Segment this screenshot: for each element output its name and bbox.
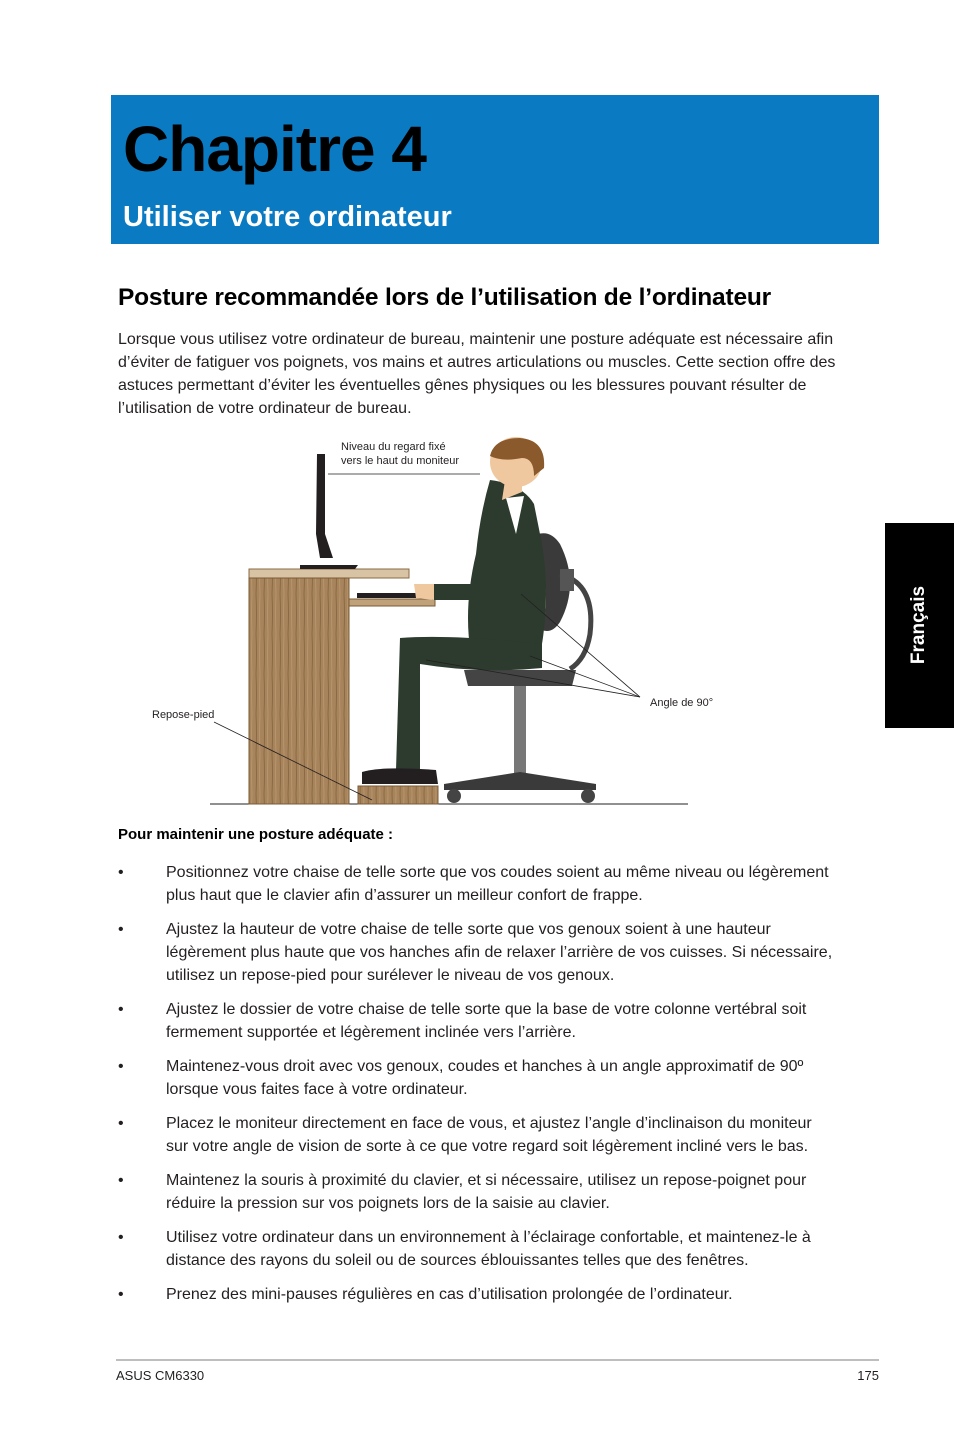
- keyboard: [357, 593, 417, 598]
- desk-top: [249, 569, 409, 578]
- chair-back-knob: [560, 569, 574, 591]
- bullet-mark: •: [118, 1172, 124, 1189]
- monitor-stand: [300, 565, 358, 569]
- person-hand: [414, 584, 434, 600]
- list-item: • Utilisez votre ordinateur dans un environnement à l’éclairage confortable, et maintenez-le à distance des rayons du soleil ou de sources éblouissantes telles que des fenêtres.: [118, 1226, 838, 1272]
- monitor: [316, 454, 333, 558]
- tips-lead: Pour maintenir une posture adéquate :: [118, 826, 394, 843]
- chapter-title: Chapitre 4: [123, 113, 426, 185]
- footrest-label: Repose-pied: [152, 709, 215, 721]
- chair-base: [444, 772, 596, 790]
- person-shoe: [362, 768, 438, 784]
- posture-illustration-art: [150, 434, 690, 809]
- language-side-tab: [885, 523, 954, 728]
- tips-list: [118, 861, 838, 1306]
- intro-paragraph: Lorsque vous utilisez votre ordinateur de bureau, maintenir une posture adéquate est nécessaire afin d’éviter de fatiguer vos poignets, vos mains et autres articulations ou muscles. Cette section offre des astuces permettant d’éviter les éventuelles gênes physiques ou les blessures pouvant résulter de l’utilisation de votre ordinateur de bureau.: [118, 331, 836, 417]
- gaze-label-line2: vers le haut du moniteur: [341, 455, 460, 467]
- footrest: [358, 786, 438, 804]
- bullet-mark: •: [118, 921, 124, 938]
- posture-illustration: [150, 434, 714, 809]
- bullet-mark: •: [118, 1115, 124, 1132]
- chair-seat: [464, 670, 576, 686]
- person-torso: [468, 480, 546, 648]
- bullet-mark: •: [118, 1001, 124, 1018]
- desk-cabinet: [249, 578, 349, 804]
- list-item: • Positionnez votre chaise de telle sorte que vos coudes soient au même niveau ou légèrement plus haut que le clavier afin d’assurer un meilleur confort de frappe.: [118, 861, 838, 907]
- keyboard-tray: [349, 599, 435, 606]
- list-item: • Maintenez-vous droit avec vos genoux, coudes et hanches à un angle approximatif de 90º lorsque vous faites face à votre ordinateur.: [118, 1055, 838, 1101]
- chair-post: [514, 686, 526, 778]
- angle-label: Angle de 90°: [650, 697, 714, 709]
- bullet-mark: •: [118, 1229, 124, 1246]
- list-item: • Ajustez la hauteur de votre chaise de telle sorte que vos genoux soient à une hauteur légèrement plus haute que vos hanches afin de relaxer l’arrière de vos cuisses. Si nécessaire, utilisez un repose-pied pour surélever le niveau de vos genoux.: [118, 918, 838, 987]
- footer-model: ASUS CM6330: [116, 1368, 205, 1383]
- section-heading: Posture recommandée lors de l’utilisation de l’ordinateur: [118, 284, 771, 311]
- chair-wheel-right: [581, 789, 595, 803]
- page-number: 175: [857, 1368, 879, 1383]
- list-item: • Ajustez le dossier de votre chaise de telle sorte que la base de votre colonne vertébral soit fermement supportée et légèrement inclinée vers l’arrière.: [118, 998, 838, 1044]
- footer-divider: [116, 1359, 879, 1361]
- bullet-mark: •: [118, 1058, 124, 1075]
- list-item: • Maintenez la souris à proximité du clavier, et si nécessaire, utilisez un repose-poignet pour réduire la pression sur vos poignets lors de la saisie au clavier.: [118, 1169, 838, 1215]
- chapter-banner: [111, 95, 879, 244]
- gaze-label-line1: Niveau du regard fixé: [341, 441, 446, 453]
- chapter-subtitle: Utiliser votre ordinateur: [123, 201, 452, 233]
- bullet-mark: •: [118, 1286, 124, 1303]
- chair-wheel-left: [447, 789, 461, 803]
- list-item: • Placez le moniteur directement en face de vous, et ajustez l’angle d’inclinaison du moniteur sur votre angle de vision de sorte à ce que votre regard soit légèrement incliné vers le bas.: [118, 1112, 838, 1158]
- bullet-mark: •: [118, 864, 124, 881]
- language-tab-label: Français: [908, 585, 929, 665]
- list-item: • Prenez des mini-pauses régulières en cas d’utilisation prolongée de l’ordinateur.: [118, 1283, 838, 1306]
